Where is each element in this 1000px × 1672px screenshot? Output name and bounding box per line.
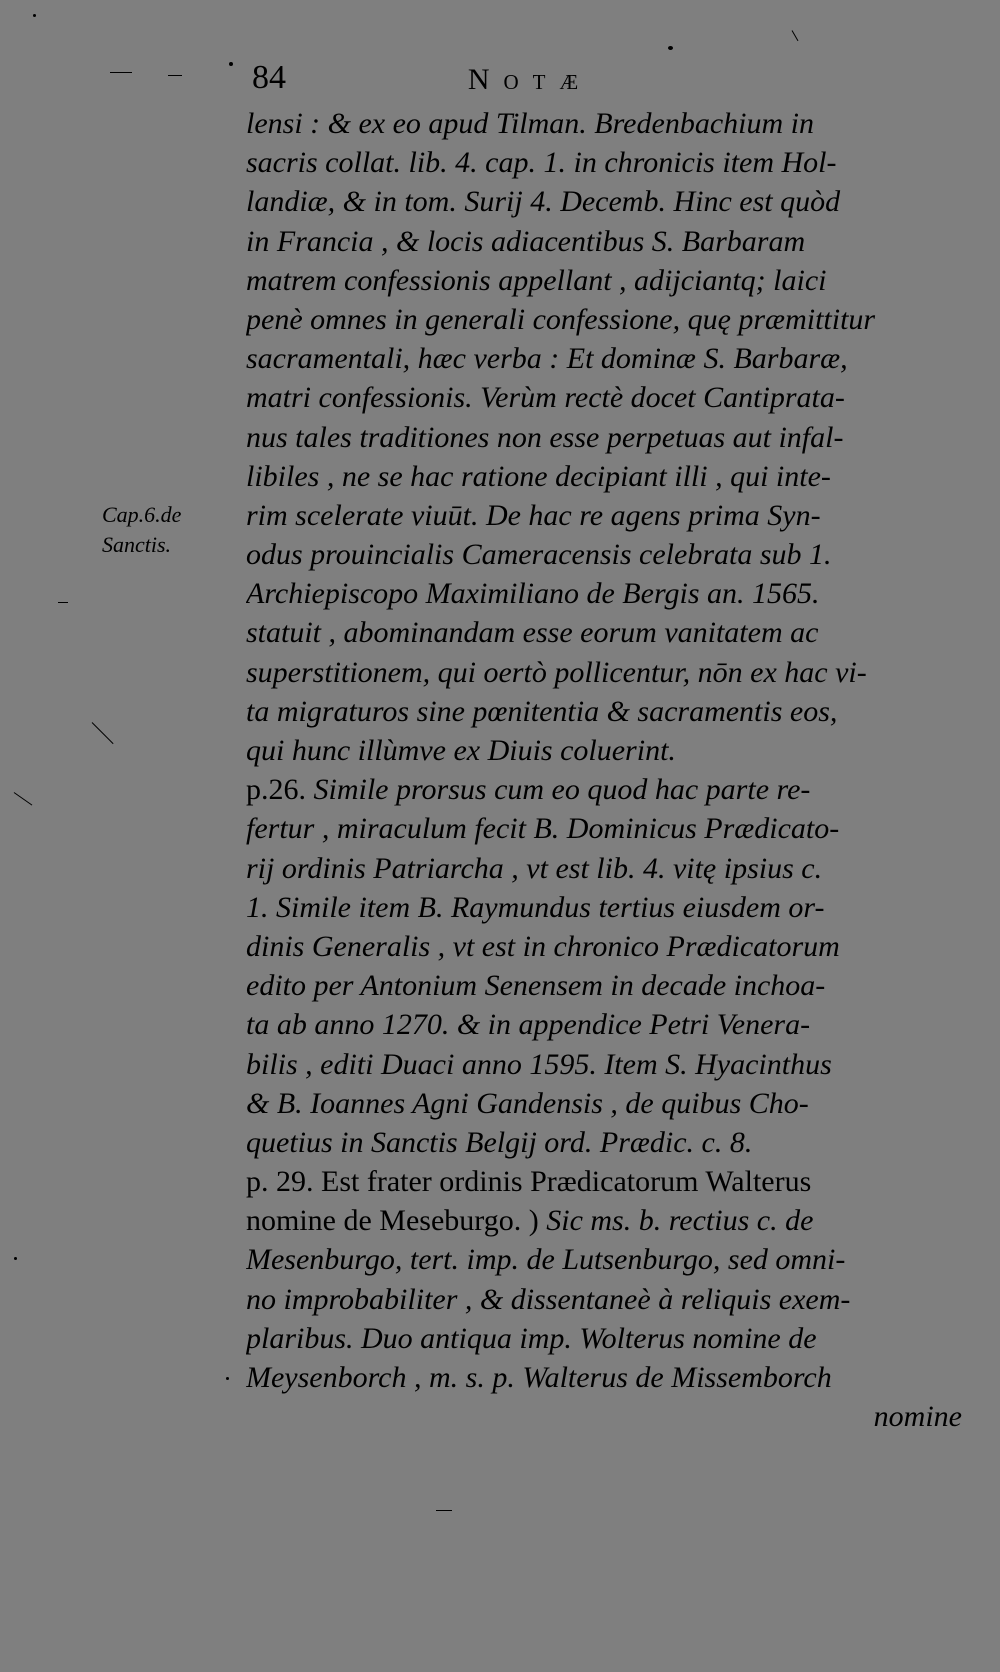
text-line: Archiepiscopo Maximiliano de Bergis an. 1565. bbox=[246, 577, 820, 611]
text-line: rim scelerate viuūt. De hac re agens prima Syn- bbox=[246, 498, 821, 532]
scan-speck bbox=[226, 1377, 229, 1380]
text-line bbox=[246, 1162, 962, 1201]
page-number: 84 bbox=[252, 59, 286, 96]
paragraph-text: Est frater ordinis Prædicatorum Walterus bbox=[321, 1165, 812, 1199]
text-line: landiæ, & in tom. Surij 4. Decemb. Hinc est quòd bbox=[246, 185, 841, 219]
scan-stroke bbox=[58, 602, 68, 603]
text-line: ta ab anno 1270. & in appendice Petri Venera- bbox=[246, 1008, 811, 1042]
text-line: ta migraturos sine pœnitentia & sacramentis eos, bbox=[246, 694, 838, 728]
text-line: superstitionem, qui oertò pollicentur, nōn ex hac vi- bbox=[246, 655, 867, 689]
text-line: & B. Ioannes Agni Gandensis , de quibus Cho- bbox=[246, 1086, 809, 1120]
text-line: lensi : & ex eo apud Tilman. Bredenbachium in bbox=[246, 107, 814, 140]
text-line bbox=[246, 1201, 962, 1240]
text-line: dinis Generalis , vt est in chronico Prædicatorum bbox=[246, 929, 840, 963]
margin-note-line: Sanctis. bbox=[102, 532, 172, 557]
text-line: penè omnes in generali confessione, quę præmittitur bbox=[246, 302, 876, 336]
text-line: sacramentali, hæc verba : Et dominæ S. Barbaræ, bbox=[246, 342, 848, 376]
paragraph-label: p.26. bbox=[246, 773, 306, 807]
text-line: in Francia , & locis adiacentibus S. Barbaram bbox=[246, 224, 806, 258]
text-line: sacris collat. lib. 4. cap. 1. in chronicis item Hol- bbox=[246, 146, 837, 180]
running-title: Notæ bbox=[467, 63, 593, 96]
text-line: edito per Antonium Senensem in decade inchoa- bbox=[246, 969, 826, 1003]
text-line: matri confessionis. Verùm rectè docet Cantiprata- bbox=[246, 381, 845, 415]
text-line: quetius in Sanctis Belgij ord. Prædic. c. 8. bbox=[246, 1125, 753, 1159]
text-line bbox=[246, 770, 962, 809]
text-line: nus tales traditiones non esse perpetuas aut infal- bbox=[246, 420, 844, 454]
margin-note-line: Cap.6.de bbox=[102, 502, 182, 527]
body-text bbox=[246, 104, 962, 1436]
catchword: nomine bbox=[873, 1400, 962, 1434]
text-line: libiles , ne se hac ratione decipiant illi , qui inte- bbox=[246, 459, 831, 493]
scan-speck bbox=[229, 62, 233, 66]
paragraph-label: p. 29. bbox=[246, 1165, 314, 1199]
text-line: statuit , abominandam esse eorum vanitatem ac bbox=[246, 616, 819, 650]
text-line: fertur , miraculum fecit B. Dominicus Prædicato- bbox=[246, 812, 840, 846]
text-line: 1. Simile item B. Raymundus tertius eiusdem or- bbox=[246, 890, 825, 924]
commentary-text: Sic ms. b. rectius c. de bbox=[546, 1204, 814, 1238]
text-line: Meysenborch , m. s. p. Walterus de Missemborch bbox=[246, 1361, 832, 1394]
text-line: plaribus. Duo antiqua imp. Wolterus nomine de bbox=[246, 1321, 817, 1355]
scan-speck bbox=[14, 1257, 17, 1260]
text-line: matrem confessionis appellant , adijciantq; laici bbox=[246, 263, 827, 297]
scan-stroke bbox=[92, 722, 114, 744]
paragraph-text: Simile prorsus cum eo quod hac parte re- bbox=[313, 773, 811, 807]
text-line: rij ordinis Patriarcha , vt est lib. 4. vitę ipsius c. bbox=[246, 851, 823, 885]
scan-stroke bbox=[792, 30, 799, 41]
text-line: odus prouincialis Cameracensis celebrata sub 1. bbox=[246, 538, 832, 572]
text-line: no improbabiliter , & dissentaneè à reliquis exem- bbox=[246, 1282, 851, 1316]
scan-stroke bbox=[14, 792, 33, 805]
text-line: qui hunc illùmve ex Diuis coluerint. bbox=[246, 734, 676, 767]
text-line: Mesenburgo, tert. imp. de Lutsenburgo, sed omni- bbox=[246, 1243, 846, 1277]
scan-speck bbox=[668, 46, 673, 50]
quoted-text: nomine de Meseburgo. ) bbox=[246, 1204, 539, 1238]
scan-stroke bbox=[436, 1510, 452, 1511]
margin-note bbox=[102, 500, 222, 560]
scan-stroke bbox=[110, 72, 132, 73]
text-line: bilis , editi Duaci anno 1595. Item S. Hyacinthus bbox=[246, 1047, 832, 1081]
scan-speck bbox=[33, 14, 36, 17]
scan-stroke bbox=[168, 75, 182, 76]
